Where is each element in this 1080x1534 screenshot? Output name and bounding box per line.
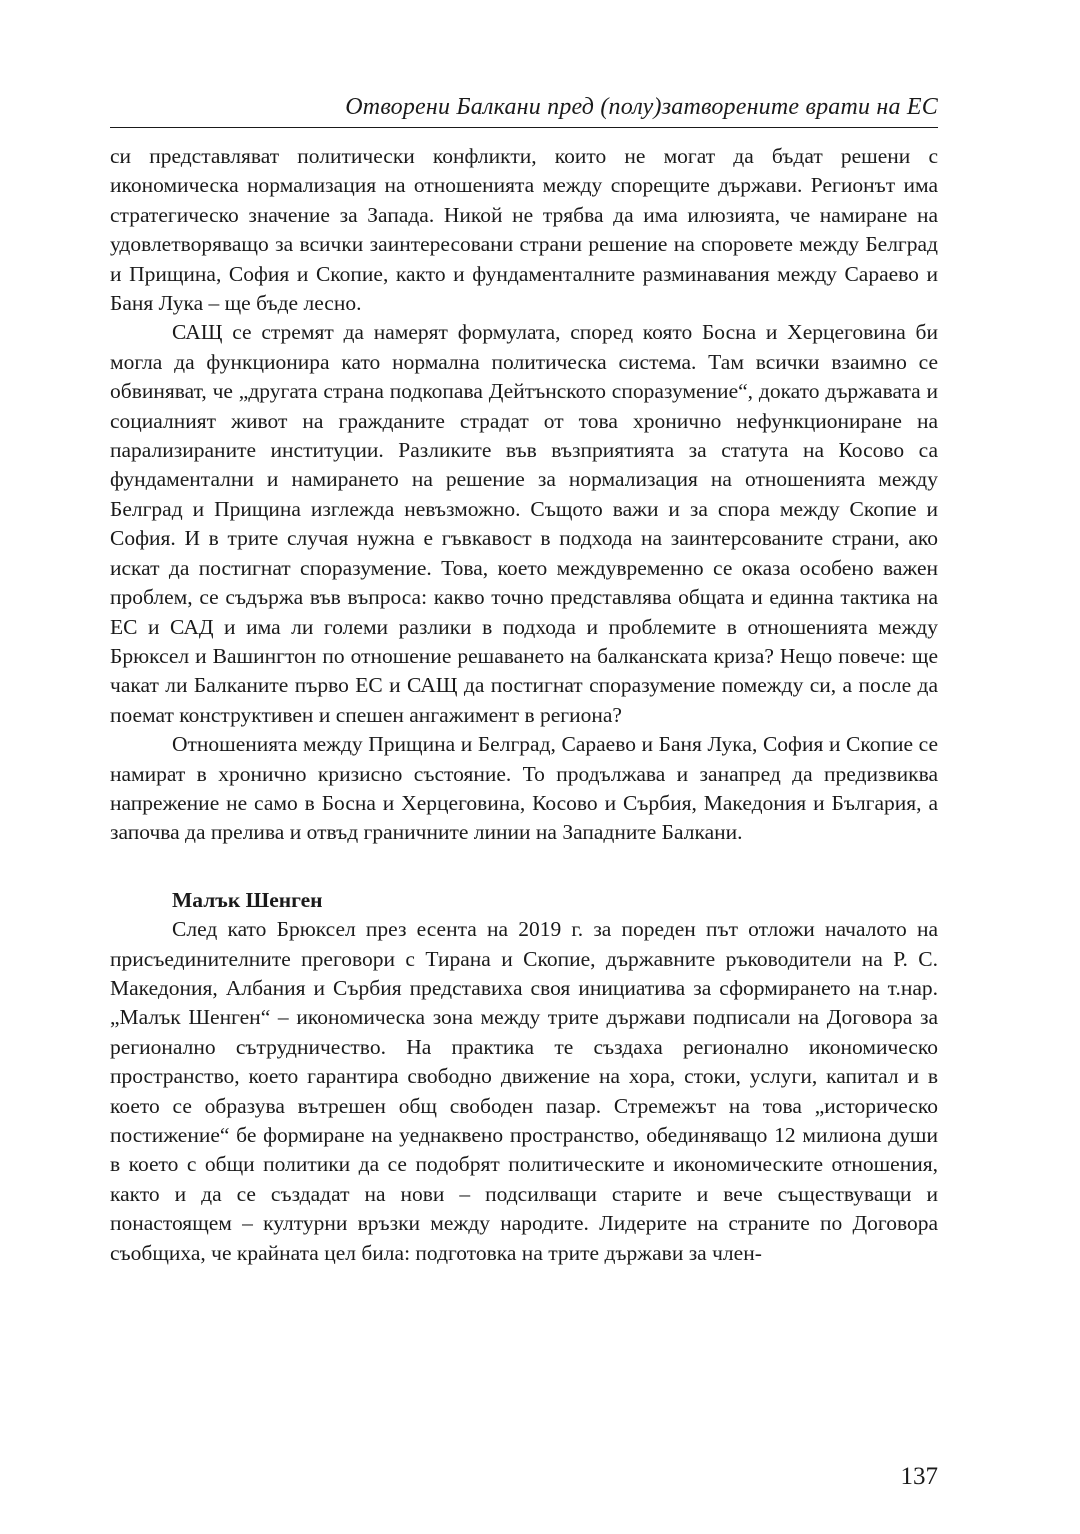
section-spacer <box>110 848 938 886</box>
paragraph-1: си представляват политически конфликти, които не могат да бъдат решени с икономическа нормализация на отношенията между спорещите държави. Регионът има стратегическо значение за Запада. Никой не трябва да има илюзията, че намиране на удовлетворяващо за всички заинтересовани страни решение на споровете между Белград и Прищина, София и Скопие, както и фундаменталните разминавания между Сараево и Баня Лука – ще бъде лесно. <box>110 144 938 316</box>
body-text <box>110 142 938 1268</box>
section-heading: Малък Шенген <box>172 887 323 912</box>
header-divider <box>110 127 938 128</box>
running-header-title: Отворени Балкани пред (полу)затворените врати на ЕС <box>345 94 938 120</box>
section-paragraph: След като Брюксел през есента на 2019 г. за пореден път отложи началото на присъединителните преговори с Тирана и Скопие, държавните ръководители на Р. С. Македония, Албания и Сърбия представиха своя инициатива за сформирането на т.нар. „Малък Шенген“ – икономическа зона между трите държави подписали на Договора за регионално сътрудничество. На практика те създаха регионално икономическо пространство, което гарантира свободно движение на хора, стоки, услуги, капитал и в което се образува вътрешен общ свободен пазар. Стремежът на това „историческо постижение“ бе формиране на уеднаквено пространство, обединяващо 12 милиона души в което с общи политики да се подобрят политическите и икономическите отношения, както и да се създадат на нови – подсилващи старите и вече съществуващи и понастоящем – културни връзки между народите. Лидерите на страните по Договора съобщиха, че крайната цел била: подготовка на трите държави за член- <box>110 917 938 1265</box>
paragraph-2: САЩ се стремят да намерят формулата, според която Босна и Херцеговина би могла да функционира като нормална политическа система. Там всички взаимно се обвиняват, че „другата страна подкопава Дейтънското споразумение“, докато държавата и социалният живот на гражданите страдат от това хронично нефункциониране на парализираните институции. Разликите във възприятията за статута на Косово са фундаментални и намирането на решение за нормализация на отношенията между Белград и Прищина изглежда невъзможно. Същото важи и за спора между Скопие и София. И в трите случая нужна е гъвкавост в подхода на заинтерсованите страни, ако искат да постигнат споразумение. Това, което междувременно се оказа особено важен проблем, се съдържа във въпроса: какво точно представлява общата и единна тактика на ЕС и САД и има ли големи разлики в подхода и проблемите в отношенията между Брюксел и Вашингтон по отношение решаването на балканската криза? Нещо повече: ще чакат ли Балканите първо ЕС и САЩ да постигнат споразумение помежду си, а после да поемат конструктивен и спешен ангажимент в региона? <box>110 320 938 727</box>
paragraph-3: Отношенията между Прищина и Белград, Сараево и Баня Лука, София и Скопие се намират в хронично кризисно състояние. То продължава и занапред да предизвиква напрежение не само в Босна и Херцеговина, Косово и Сърбия, Македония и България, а започва да прелива и отвъд граничните линии на Западните Балкани. <box>110 732 938 845</box>
page-number: 137 <box>900 1463 938 1490</box>
